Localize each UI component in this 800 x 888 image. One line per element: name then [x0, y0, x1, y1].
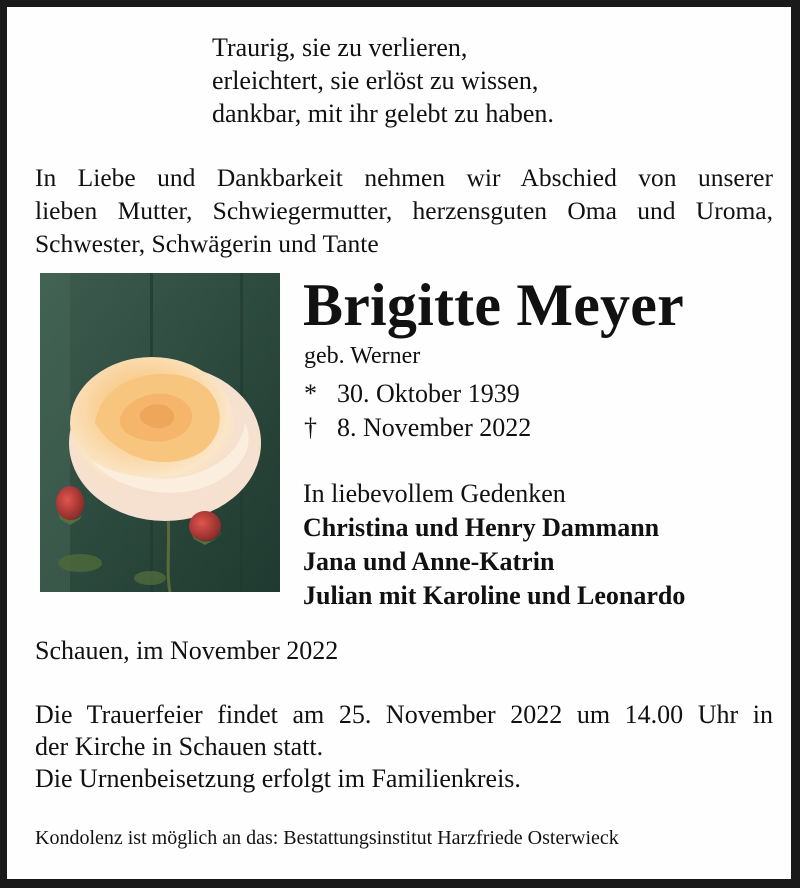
mourners-heading: In liebevollem Gedenken: [303, 479, 566, 508]
intro-line: Schwester, Schwägerin und Tante: [35, 229, 379, 258]
rose-photo: [40, 273, 280, 592]
birth-date: 30. Oktober 1939: [337, 379, 520, 408]
ceremony-info: [35, 699, 773, 795]
mourners-block: [303, 477, 685, 613]
deceased-name: Brigitte Meyer: [303, 272, 684, 338]
mourner-name: Julian mit Karoline und Leonardo: [303, 581, 686, 610]
birth-name: geb. Werner: [304, 343, 421, 369]
life-dates: [304, 377, 531, 445]
obituary-card: [7, 7, 791, 879]
poem-line: dankbar, mit ihr gelebt zu haben.: [212, 99, 554, 128]
ceremony-line: Die Urnenbeisetzung erfolgt im Familienkreis.: [35, 764, 521, 793]
poem-verse: [212, 31, 554, 130]
star-icon: *: [304, 379, 317, 408]
mourner-name: Jana und Anne-Katrin: [303, 547, 555, 576]
intro-line: In Liebe und Dankbarkeit nehmen wir Abschied von unserer: [35, 163, 773, 192]
condolence-note: Kondolenz ist möglich an das: Bestattungsinstitut Harzfriede Osterwieck: [35, 827, 619, 849]
farewell-intro: [35, 161, 773, 260]
birth-date-row: [304, 377, 531, 411]
rose-image: [40, 273, 280, 592]
ceremony-line: Die Trauerfeier findet am 25. November 2022 um 14.00 Uhr in: [35, 700, 773, 729]
death-date: 8. November 2022: [337, 413, 532, 442]
poem-line: erleichtert, sie erlöst zu wissen,: [212, 66, 539, 95]
ceremony-line: der Kirche in Schauen statt.: [35, 732, 324, 761]
place-date: Schauen, im November 2022: [35, 636, 339, 665]
intro-line: lieben Mutter, Schwiegermutter, herzensguten Oma und Uroma,: [35, 196, 773, 225]
cross-icon: †: [304, 413, 317, 442]
death-date-row: [304, 411, 531, 445]
poem-line: Traurig, sie zu verlieren,: [212, 33, 468, 62]
mourner-name: Christina und Henry Dammann: [303, 513, 660, 542]
